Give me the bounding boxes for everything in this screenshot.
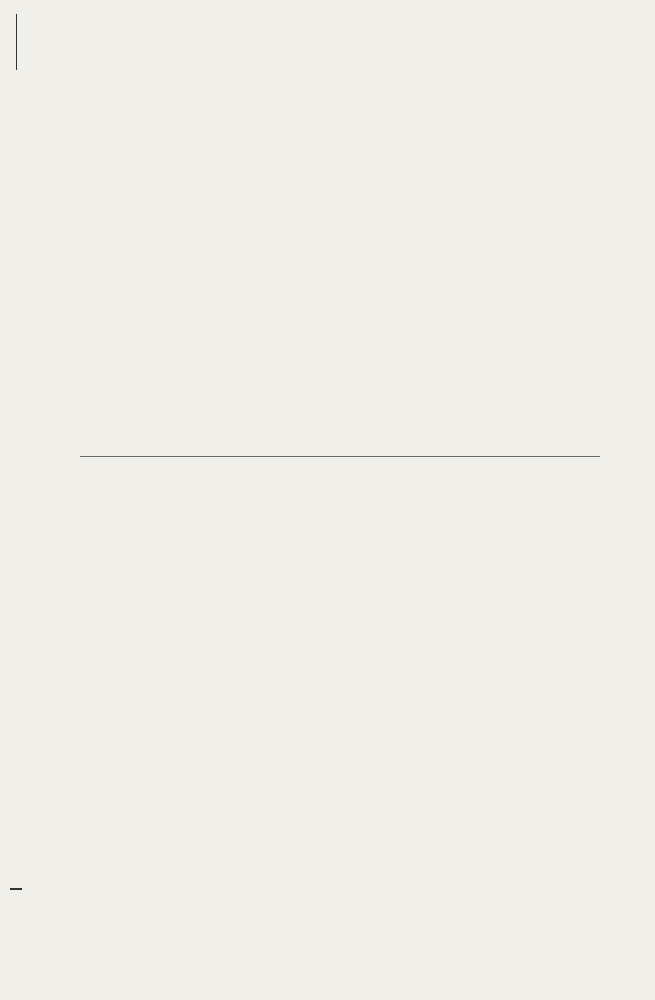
section-divider: [80, 456, 600, 457]
margin-line: [16, 14, 17, 70]
margin-tick: [10, 888, 22, 890]
